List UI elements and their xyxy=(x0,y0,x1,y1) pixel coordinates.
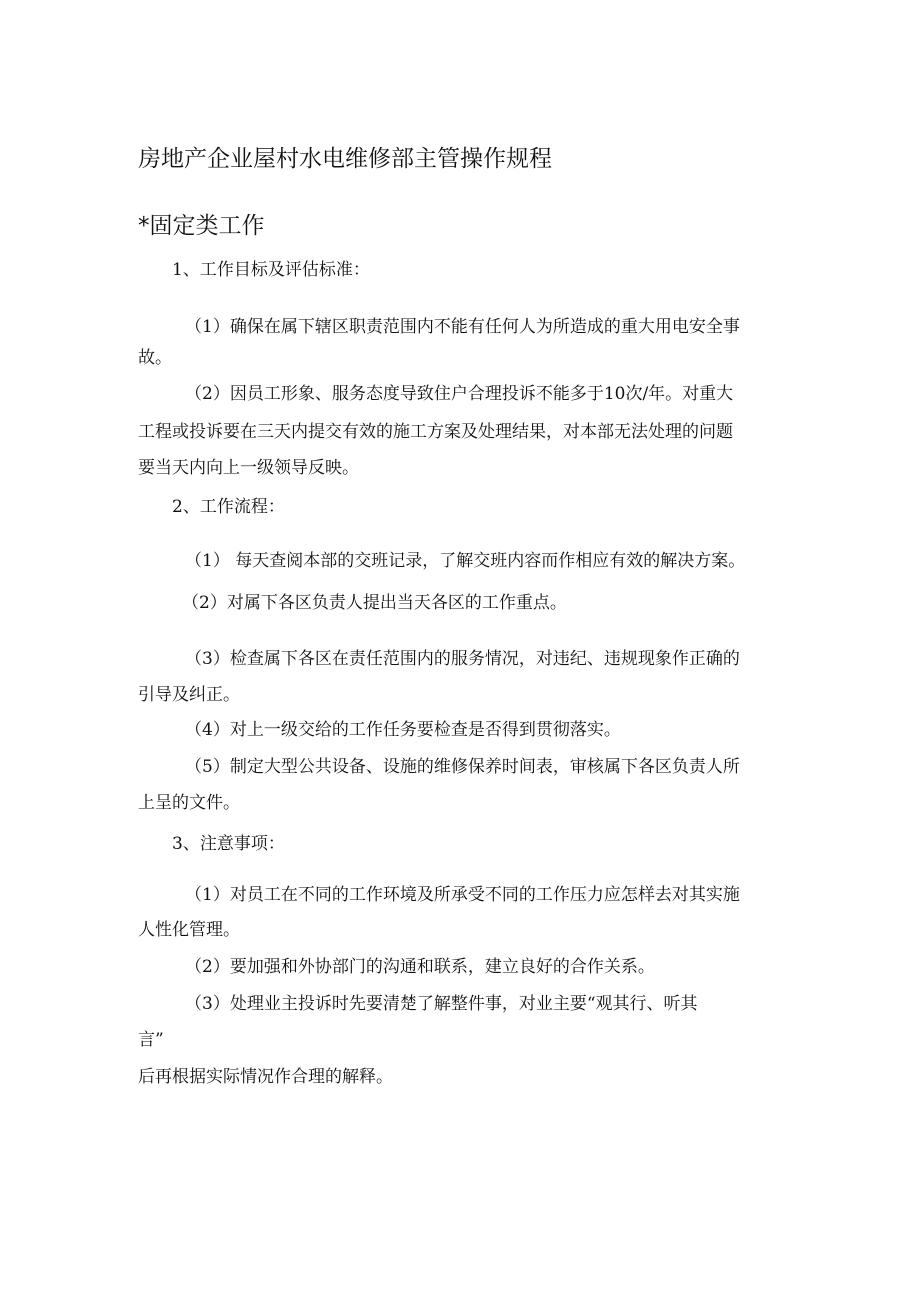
paragraph-line: 后再根据实际情况作合理的解释。 xyxy=(138,1067,393,1087)
paragraph-line: 工程或投诉要在三天内提交有效的施工方案及处理结果，对本部无法处理的问题 xyxy=(138,422,733,442)
page-title: 房地产企业屋村水电维修部主管操作规程 xyxy=(138,146,552,172)
paragraph-line: 言” xyxy=(138,1030,164,1050)
paragraph-line: 人性化管理。 xyxy=(138,920,240,940)
paragraph-line: （1）对员工在不同的工作环境及所承受不同的工作压力应怎样去对其实施 xyxy=(185,885,740,905)
paragraph-line: （4）对上一级交给的工作任务要检查是否得到贯彻落实。 xyxy=(185,720,621,740)
paragraph-line: （2）要加强和外协部门的沟通和联系，建立良好的合作关系。 xyxy=(185,957,655,977)
paragraph-line: 故。 xyxy=(138,348,172,368)
paragraph-line: （3）处理业主投诉时先要清楚了解整件事，对业主要“观其行、听其 xyxy=(185,994,698,1014)
paragraph-line: （2）因员工形象、服务态度导致住户合理投诉不能多于10次/年。对重大 xyxy=(185,384,734,404)
paragraph-line: （2）对属下各区负责人提出当天各区的工作重点。 xyxy=(182,593,567,613)
paragraph-line: 上呈的文件。 xyxy=(138,793,240,813)
section-heading: *固定类工作 xyxy=(138,213,265,239)
subheading-goals: 1、工作目标及评估标准： xyxy=(172,260,370,280)
paragraph-line: （1） 每天查阅本部的交班记录，了解交班内容而作相应有效的解决方案。 xyxy=(185,551,746,571)
paragraph-line: （3）检查属下各区在责任范围内的服务情况，对违纪、违规现象作正确的 xyxy=(185,649,740,669)
paragraph-line: （1）确保在属下辖区职责范围内不能有任何人为所造成的重大用电安全事 xyxy=(185,317,740,337)
paragraph-line: （5）制定大型公共设备、设施的维修保养时间表，审核属下各区负责人所 xyxy=(185,757,740,777)
paragraph-line: 引导及纠正。 xyxy=(138,685,240,705)
subheading-notes: 3、注意事项： xyxy=(172,834,285,854)
paragraph-line: 要当天内向上一级领导反映。 xyxy=(138,458,359,478)
subheading-workflow: 2、工作流程： xyxy=(172,497,285,517)
